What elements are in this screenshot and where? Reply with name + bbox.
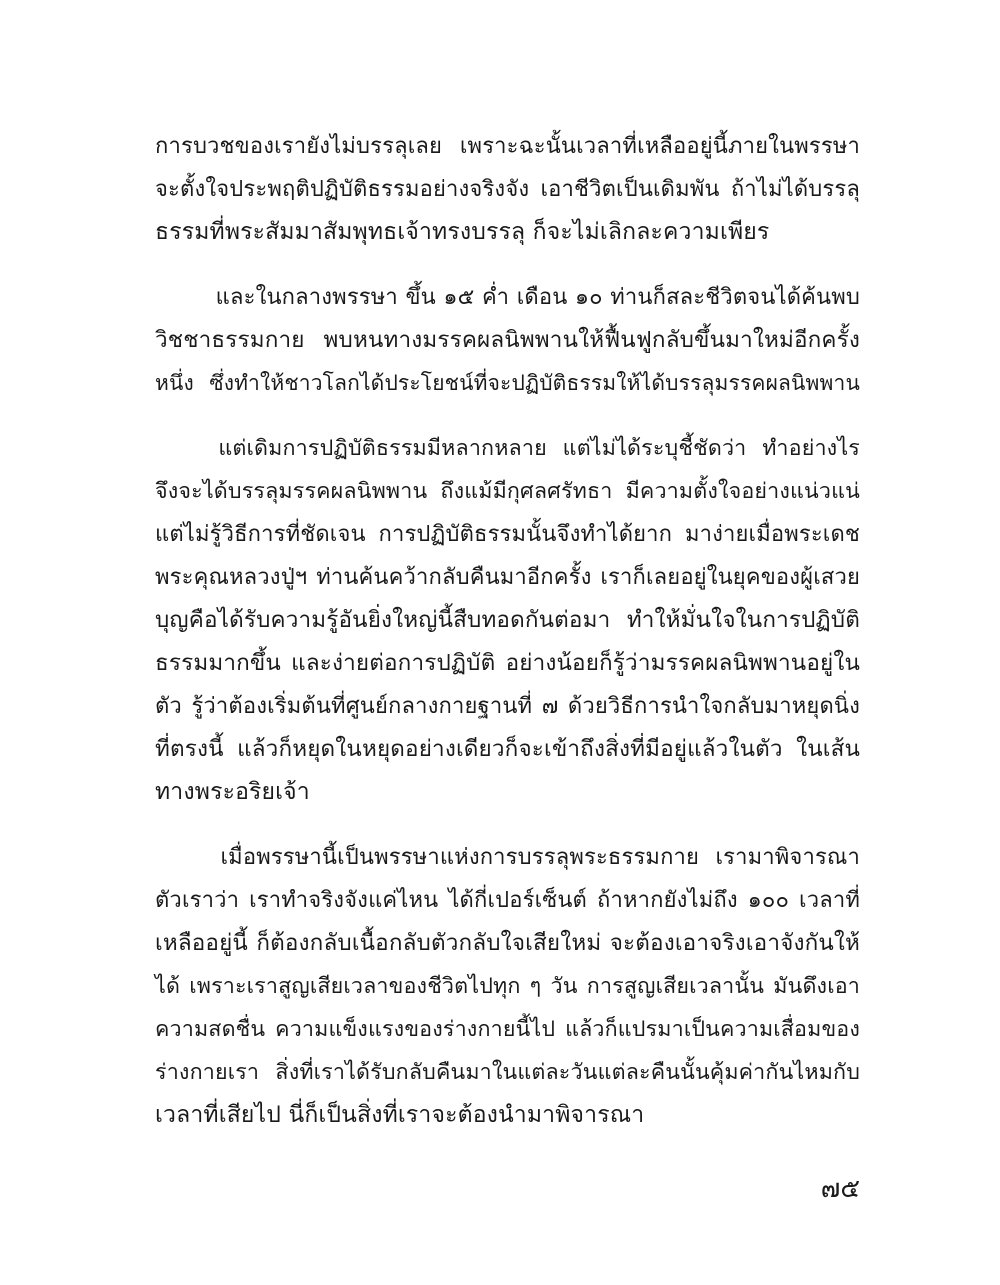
paragraph-4: [155, 836, 860, 1137]
text-line: ได้ เพราะเราสูญเสียเวลาของชีวิตไปทุก ๆ วัน การสูญเสียเวลานั้น มันดึงเอา: [155, 974, 860, 999]
text-line: ตัวเราว่า เราทำจริงจังแค่ไหน ได้กี่เปอร์เซ็นต์ ถ้าหากยังไม่ถึง ๑๐๐ เวลาที่: [155, 888, 860, 913]
text-line: แต่เดิมการปฏิบัติธรรมมีหลากหลาย แต่ไม่ได้ระบุชี้ชัดว่า ทำอย่างไร: [155, 436, 860, 461]
paragraph-2: [155, 276, 860, 405]
text-line: ความสดชื่น ความแข็งแรงของร่างกายนี้ไป แล้วก็แปรมาเป็นความเสื่อมของ: [155, 1017, 860, 1042]
text-line: พระคุณหลวงปู่ฯ ท่านค้นคว้ากลับคืนมาอีกครั้ง เราก็เลยอยู่ในยุคของผู้เสวย: [155, 565, 860, 590]
text-line: เมื่อพรรษานี้เป็นพรรษาแห่งการบรรลุพระธรรมกาย เรามาพิจารณา: [155, 845, 860, 870]
text-line: การบวชของเรายังไม่บรรลุเลย เพราะฉะนั้นเวลาที่เหลืออยู่นี้ภายในพรรษา: [155, 134, 860, 159]
text-line: จึงจะได้บรรลุมรรคผลนิพพาน ถึงแม้มีกุศลศรัทธา มีความตั้งใจอย่างแน่วแน่: [155, 479, 860, 504]
paragraph-1: [155, 125, 860, 254]
text-line: ที่ตรงนี้ แล้วก็หยุดในหยุดอย่างเดียวก็จะเข้าถึงสิ่งที่มีอยู่แล้วในตัว ในเส้น: [155, 736, 860, 762]
text-line: และในกลางพรรษา ขึ้น ๑๕ ค่ำ เดือน ๑๐ ท่านก็สละชีวิตจนได้ค้นพบ: [155, 285, 860, 310]
body-text: [155, 125, 860, 1159]
text-line: วิชชาธรรมกาย พบหนทางมรรคผลนิพพานให้ฟื้นฟูกลับขึ้นมาใหม่อีกครั้ง: [155, 327, 860, 353]
text-line: เวลาที่เสียไป นี่ก็เป็นสิ่งที่เราจะต้องนำมาพิจารณา: [155, 1102, 645, 1128]
text-line: บุญคือได้รับความรู้อันยิ่งใหญ่นี้สืบทอดกันต่อมา ทำให้มั่นใจในการปฏิบัติ: [155, 607, 860, 633]
page-number: ๗๕: [820, 1174, 860, 1204]
text-line: ทางพระอริยเจ้า: [155, 779, 310, 805]
paragraph-3: [155, 427, 860, 814]
text-line: ร่างกายเรา สิ่งที่เราได้รับกลับคืนมาในแต่ละวันแต่ละคืนนั้นคุ้มค่ากันไหมกับ: [155, 1060, 860, 1085]
text-line: ตัว รู้ว่าต้องเริ่มต้นที่ศูนย์กลางกายฐานที่ ๗ ด้วยวิธีการนำใจกลับมาหยุดนิ่ง: [155, 694, 860, 719]
text-line: เหลืออยู่นี้ ก็ต้องกลับเนื้อกลับตัวกลับใจเสียใหม่ จะต้องเอาจริงเอาจังกันให้: [155, 930, 860, 956]
text-line: ธรรมที่พระสัมมาสัมพุทธเจ้าทรงบรรลุ ก็จะไม่เลิกละความเพียร: [155, 219, 770, 245]
text-line: ธรรมมากขึ้น และง่ายต่อการปฏิบัติ อย่างน้อยก็รู้ว่ามรรคผลนิพพานอยู่ใน: [155, 650, 860, 676]
text-line: จะตั้งใจประพฤติปฏิบัติธรรมอย่างจริงจัง เอาชีวิตเป็นเดิมพัน ถ้าไม่ได้บรรลุ: [155, 177, 860, 202]
text-line: แต่ไม่รู้วิธีการที่ชัดเจน การปฏิบัติธรรมนั้นจึงทำได้ยาก มาง่ายเมื่อพระเดช: [155, 522, 860, 547]
text-line: หนึ่ง ซึ่งทำให้ชาวโลกได้ประโยชน์ที่จะปฏิบัติธรรมให้ได้บรรลุมรรคผลนิพพาน: [155, 371, 860, 395]
